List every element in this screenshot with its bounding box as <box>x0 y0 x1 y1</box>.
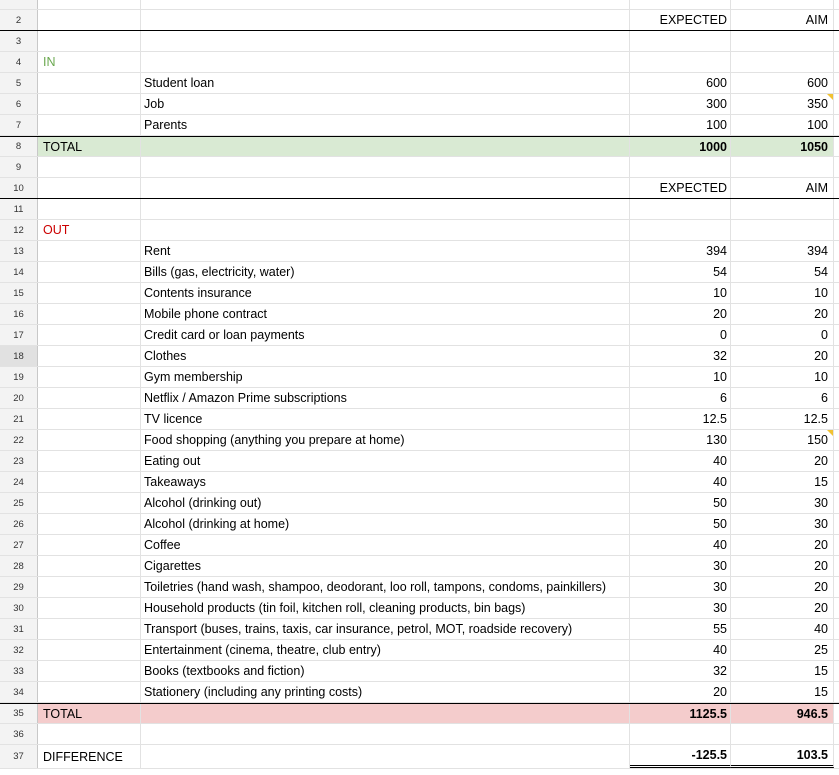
expense-expected[interactable]: 50 <box>630 514 731 534</box>
expense-expected[interactable]: 40 <box>630 640 731 660</box>
cell[interactable] <box>141 0 630 9</box>
column-header-aim[interactable]: AIM <box>731 10 834 30</box>
income-total-aim[interactable]: 1050 <box>731 137 834 156</box>
cell[interactable] <box>38 0 141 9</box>
cell[interactable] <box>38 388 141 408</box>
expense-expected[interactable]: 32 <box>630 346 731 366</box>
cell[interactable] <box>834 430 839 450</box>
cell[interactable] <box>834 283 839 303</box>
row-number[interactable]: 14 <box>0 262 38 282</box>
difference-row <box>0 745 839 769</box>
cell[interactable] <box>834 472 839 492</box>
row-number[interactable]: 24 <box>0 472 38 492</box>
cell[interactable] <box>630 220 731 240</box>
cell[interactable] <box>834 640 839 660</box>
expense-aim[interactable]: 20 <box>731 304 834 324</box>
expense-row <box>0 493 839 514</box>
expense-expected[interactable]: 30 <box>630 556 731 576</box>
expense-total-expected[interactable]: 1125.5 <box>630 704 731 723</box>
row-number[interactable]: 19 <box>0 367 38 387</box>
cell[interactable] <box>731 220 834 240</box>
income-row <box>0 94 839 115</box>
income-expected[interactable]: 300 <box>630 94 731 114</box>
row-number[interactable]: 4 <box>0 52 38 72</box>
expense-row <box>0 661 839 682</box>
cell[interactable] <box>834 178 839 198</box>
cell[interactable] <box>38 577 141 597</box>
income-name[interactable]: Job <box>141 94 630 114</box>
cell[interactable] <box>38 367 141 387</box>
cell[interactable] <box>38 682 141 702</box>
row-number[interactable]: 31 <box>0 619 38 639</box>
row-number[interactable]: 3 <box>0 31 38 51</box>
expense-expected[interactable]: 10 <box>630 367 731 387</box>
expense-row <box>0 241 839 262</box>
expense-aim[interactable]: 54 <box>731 262 834 282</box>
expense-row <box>0 577 839 598</box>
cell[interactable] <box>834 304 839 324</box>
expense-expected[interactable]: 55 <box>630 619 731 639</box>
expense-expected[interactable]: 54 <box>630 262 731 282</box>
row-number[interactable]: 17 <box>0 325 38 345</box>
cell[interactable] <box>141 745 630 768</box>
cell[interactable] <box>834 493 839 513</box>
expense-aim[interactable]: 12.5 <box>731 409 834 429</box>
income-name[interactable]: Parents <box>141 115 630 135</box>
row-number[interactable]: 11 <box>0 199 38 219</box>
cell[interactable] <box>834 388 839 408</box>
comment-marker-icon[interactable] <box>827 430 833 436</box>
cell[interactable] <box>834 241 839 261</box>
cell[interactable] <box>38 262 141 282</box>
expense-row <box>0 325 839 346</box>
expense-expected[interactable]: 12.5 <box>630 409 731 429</box>
row-number[interactable]: 5 <box>0 73 38 93</box>
expense-row <box>0 388 839 409</box>
difference-label[interactable]: DIFFERENCE <box>38 745 141 768</box>
cell[interactable] <box>141 178 630 198</box>
comment-marker-icon[interactable] <box>827 94 833 100</box>
row-number[interactable]: 28 <box>0 556 38 576</box>
row-number[interactable]: 25 <box>0 493 38 513</box>
cell[interactable] <box>141 199 630 219</box>
expense-aim[interactable]: 20 <box>731 451 834 471</box>
cell[interactable] <box>141 137 630 156</box>
cell[interactable] <box>834 409 839 429</box>
expense-row <box>0 367 839 388</box>
expense-name[interactable]: Books (textbooks and fiction) <box>141 661 630 681</box>
expense-expected[interactable]: 130 <box>630 430 731 450</box>
grid-row-header-out <box>0 178 839 199</box>
cell[interactable] <box>38 640 141 660</box>
income-aim[interactable]: 600 <box>731 73 834 93</box>
row-number[interactable]: 16 <box>0 304 38 324</box>
expense-name[interactable]: Mobile phone contract <box>141 304 630 324</box>
cell[interactable] <box>38 241 141 261</box>
expense-rows <box>0 241 839 703</box>
expense-name[interactable]: Household products (tin foil, kitchen roll, cleaning products, bin bags) <box>141 598 630 618</box>
cell[interactable] <box>630 0 731 9</box>
cell[interactable] <box>834 115 839 135</box>
cell[interactable] <box>38 472 141 492</box>
income-total-expected[interactable]: 1000 <box>630 137 731 156</box>
row-number[interactable]: 34 <box>0 682 38 702</box>
expense-row <box>0 598 839 619</box>
grid-row-header-in <box>0 10 839 31</box>
expense-total-aim[interactable]: 946.5 <box>731 704 834 723</box>
expense-row <box>0 556 839 577</box>
expense-row <box>0 640 839 661</box>
expense-aim[interactable]: 10 <box>731 367 834 387</box>
expense-total-label[interactable]: TOTAL <box>38 704 141 723</box>
grid-row <box>0 157 839 178</box>
expense-name[interactable]: Alcohol (drinking at home) <box>141 514 630 534</box>
cell[interactable] <box>731 724 834 744</box>
income-aim[interactable]: 350 <box>731 94 834 114</box>
expense-name[interactable]: Netflix / Amazon Prime subscriptions <box>141 388 630 408</box>
expense-aim[interactable]: 30 <box>731 493 834 513</box>
expense-aim[interactable]: 30 <box>731 514 834 534</box>
row-number[interactable]: 7 <box>0 115 38 135</box>
grid-row <box>0 724 839 745</box>
cell[interactable] <box>834 724 839 744</box>
cell[interactable] <box>38 430 141 450</box>
expense-expected[interactable]: 40 <box>630 451 731 471</box>
cell[interactable] <box>731 199 834 219</box>
row-number[interactable]: 37 <box>0 745 38 768</box>
expense-name[interactable]: Clothes <box>141 346 630 366</box>
expense-aim[interactable]: 150 <box>731 430 834 450</box>
grid-row-out-label <box>0 220 839 241</box>
row-number[interactable] <box>0 0 38 9</box>
row-number[interactable]: 33 <box>0 661 38 681</box>
cell[interactable] <box>141 31 630 51</box>
cell[interactable] <box>38 409 141 429</box>
cell[interactable] <box>141 704 630 723</box>
cell[interactable] <box>731 0 834 9</box>
expense-name[interactable]: Toiletries (hand wash, shampoo, deodorant, loo roll, tampons, condoms, painkillers) <box>141 577 630 597</box>
expense-aim[interactable]: 20 <box>731 577 834 597</box>
cell[interactable] <box>38 31 141 51</box>
expense-aim[interactable]: 40 <box>731 619 834 639</box>
expense-expected[interactable]: 394 <box>630 241 731 261</box>
income-expected[interactable]: 600 <box>630 73 731 93</box>
cell[interactable] <box>38 556 141 576</box>
expense-name[interactable]: Rent <box>141 241 630 261</box>
expense-name[interactable]: Food shopping (anything you prepare at home) <box>141 430 630 450</box>
expense-expected[interactable]: 6 <box>630 388 731 408</box>
cell[interactable] <box>630 724 731 744</box>
cell[interactable] <box>834 325 839 345</box>
expense-expected[interactable]: 10 <box>630 283 731 303</box>
expense-expected[interactable]: 30 <box>630 577 731 597</box>
section-label-out[interactable]: OUT <box>38 220 141 240</box>
expense-row <box>0 451 839 472</box>
cell[interactable] <box>731 31 834 51</box>
row-number[interactable]: 10 <box>0 178 38 198</box>
income-name[interactable]: Student loan <box>141 73 630 93</box>
expense-row <box>0 472 839 493</box>
expense-name[interactable]: Alcohol (drinking out) <box>141 493 630 513</box>
cell[interactable] <box>834 682 839 702</box>
section-label-in[interactable]: IN <box>38 52 141 72</box>
cell[interactable] <box>834 10 839 30</box>
column-header-aim[interactable]: AIM <box>731 178 834 198</box>
cell[interactable] <box>834 577 839 597</box>
expense-row <box>0 682 839 703</box>
expense-row <box>0 409 839 430</box>
cell[interactable] <box>38 661 141 681</box>
expense-expected[interactable]: 40 <box>630 472 731 492</box>
cell[interactable] <box>38 178 141 198</box>
expense-row <box>0 619 839 640</box>
row-number[interactable]: 32 <box>0 640 38 660</box>
row-number[interactable]: 8 <box>0 137 38 156</box>
expense-name[interactable]: Stationery (including any printing costs) <box>141 682 630 702</box>
cell[interactable] <box>731 52 834 72</box>
row-number[interactable]: 29 <box>0 577 38 597</box>
cell[interactable] <box>834 346 839 366</box>
expense-row <box>0 283 839 304</box>
row-number[interactable]: 23 <box>0 451 38 471</box>
cell[interactable] <box>834 619 839 639</box>
cell[interactable] <box>38 94 141 114</box>
row-number[interactable]: 20 <box>0 388 38 408</box>
cell[interactable] <box>834 535 839 555</box>
expense-expected[interactable]: 20 <box>630 682 731 702</box>
income-aim[interactable]: 100 <box>731 115 834 135</box>
cell[interactable] <box>38 304 141 324</box>
row-number[interactable]: 27 <box>0 535 38 555</box>
grid-row <box>0 31 839 52</box>
row-number[interactable]: 13 <box>0 241 38 261</box>
cell[interactable] <box>834 367 839 387</box>
cell[interactable] <box>834 199 839 219</box>
expense-aim[interactable]: 20 <box>731 346 834 366</box>
cell[interactable] <box>834 598 839 618</box>
expense-name[interactable]: Credit card or loan payments <box>141 325 630 345</box>
expense-expected[interactable]: 50 <box>630 493 731 513</box>
expense-aim[interactable]: 20 <box>731 556 834 576</box>
row-number[interactable]: 18 <box>0 346 38 366</box>
column-header-expected[interactable]: EXPECTED <box>630 178 731 198</box>
cell[interactable] <box>834 0 839 9</box>
income-row <box>0 73 839 94</box>
income-total-row <box>0 136 839 157</box>
expense-aim[interactable]: 15 <box>731 682 834 702</box>
cell[interactable] <box>38 493 141 513</box>
row-number[interactable]: 35 <box>0 704 38 723</box>
cell[interactable] <box>38 73 141 93</box>
cell[interactable] <box>834 157 839 177</box>
cell[interactable] <box>834 704 839 723</box>
expense-row <box>0 304 839 325</box>
cell[interactable] <box>38 325 141 345</box>
grid-row-in-label <box>0 52 839 73</box>
expense-aim[interactable]: 394 <box>731 241 834 261</box>
expense-aim[interactable]: 6 <box>731 388 834 408</box>
grid-row <box>0 199 839 220</box>
row-number[interactable]: 36 <box>0 724 38 744</box>
income-row <box>0 115 839 136</box>
difference-expected[interactable]: -125.5 <box>630 745 731 768</box>
expense-name[interactable]: Contents insurance <box>141 283 630 303</box>
income-rows <box>0 73 839 136</box>
cell[interactable] <box>38 283 141 303</box>
cell[interactable] <box>141 220 630 240</box>
cell[interactable] <box>38 451 141 471</box>
income-total-label[interactable]: TOTAL <box>38 137 141 156</box>
column-header-expected[interactable]: EXPECTED <box>630 10 731 30</box>
cell[interactable] <box>834 52 839 72</box>
expense-name[interactable]: Eating out <box>141 451 630 471</box>
cell[interactable] <box>834 556 839 576</box>
expense-expected[interactable]: 20 <box>630 304 731 324</box>
row-number[interactable]: 22 <box>0 430 38 450</box>
cell[interactable] <box>834 661 839 681</box>
cell[interactable] <box>731 157 834 177</box>
expense-row <box>0 430 839 451</box>
expense-name[interactable]: TV licence <box>141 409 630 429</box>
row-number[interactable]: 2 <box>0 10 38 30</box>
expense-row <box>0 262 839 283</box>
cell[interactable] <box>834 262 839 282</box>
cell[interactable] <box>630 199 731 219</box>
cell[interactable] <box>630 157 731 177</box>
expense-aim[interactable]: 0 <box>731 325 834 345</box>
row-number[interactable]: 15 <box>0 283 38 303</box>
expense-aim[interactable]: 20 <box>731 598 834 618</box>
expense-row <box>0 535 839 556</box>
expense-name[interactable]: Transport (buses, trains, taxis, car insurance, petrol, MOT, roadside recovery) <box>141 619 630 639</box>
expense-name[interactable]: Cigarettes <box>141 556 630 576</box>
cell[interactable] <box>38 535 141 555</box>
cell[interactable] <box>834 220 839 240</box>
cell[interactable] <box>38 598 141 618</box>
expense-name[interactable]: Entertainment (cinema, theatre, club entry) <box>141 640 630 660</box>
expense-name[interactable]: Gym membership <box>141 367 630 387</box>
expense-expected[interactable]: 40 <box>630 535 731 555</box>
cell[interactable] <box>834 137 839 156</box>
cell[interactable] <box>38 346 141 366</box>
expense-name[interactable]: Takeaways <box>141 472 630 492</box>
cell[interactable] <box>38 199 141 219</box>
cell[interactable] <box>630 52 731 72</box>
cell[interactable] <box>834 451 839 471</box>
expense-row <box>0 514 839 535</box>
income-expected[interactable]: 100 <box>630 115 731 135</box>
cell[interactable] <box>834 745 839 768</box>
expense-row <box>0 346 839 367</box>
cell[interactable] <box>38 514 141 534</box>
expense-aim[interactable]: 15 <box>731 661 834 681</box>
expense-aim[interactable]: 10 <box>731 283 834 303</box>
cell[interactable] <box>38 724 141 744</box>
expense-total-row <box>0 703 839 724</box>
expense-aim[interactable]: 20 <box>731 535 834 555</box>
cell[interactable] <box>834 94 839 114</box>
cell[interactable] <box>630 31 731 51</box>
cell[interactable] <box>141 724 630 744</box>
expense-name[interactable]: Bills (gas, electricity, water) <box>141 262 630 282</box>
cell[interactable] <box>834 514 839 534</box>
cell[interactable] <box>834 31 839 51</box>
cell[interactable] <box>141 52 630 72</box>
grid-row-partial <box>0 0 839 10</box>
row-number[interactable]: 6 <box>0 94 38 114</box>
expense-expected[interactable]: 30 <box>630 598 731 618</box>
expense-expected[interactable]: 32 <box>630 661 731 681</box>
cell[interactable] <box>38 157 141 177</box>
row-number[interactable]: 21 <box>0 409 38 429</box>
cell[interactable] <box>38 10 141 30</box>
cell[interactable] <box>834 73 839 93</box>
cell[interactable] <box>141 157 630 177</box>
expense-expected[interactable]: 0 <box>630 325 731 345</box>
expense-aim[interactable]: 15 <box>731 472 834 492</box>
row-number[interactable]: 30 <box>0 598 38 618</box>
expense-name[interactable]: Coffee <box>141 535 630 555</box>
difference-aim[interactable]: 103.5 <box>731 745 834 768</box>
row-number[interactable]: 26 <box>0 514 38 534</box>
cell[interactable] <box>38 115 141 135</box>
row-number[interactable]: 9 <box>0 157 38 177</box>
cell[interactable] <box>141 10 630 30</box>
row-number[interactable]: 12 <box>0 220 38 240</box>
cell[interactable] <box>38 619 141 639</box>
expense-aim[interactable]: 25 <box>731 640 834 660</box>
